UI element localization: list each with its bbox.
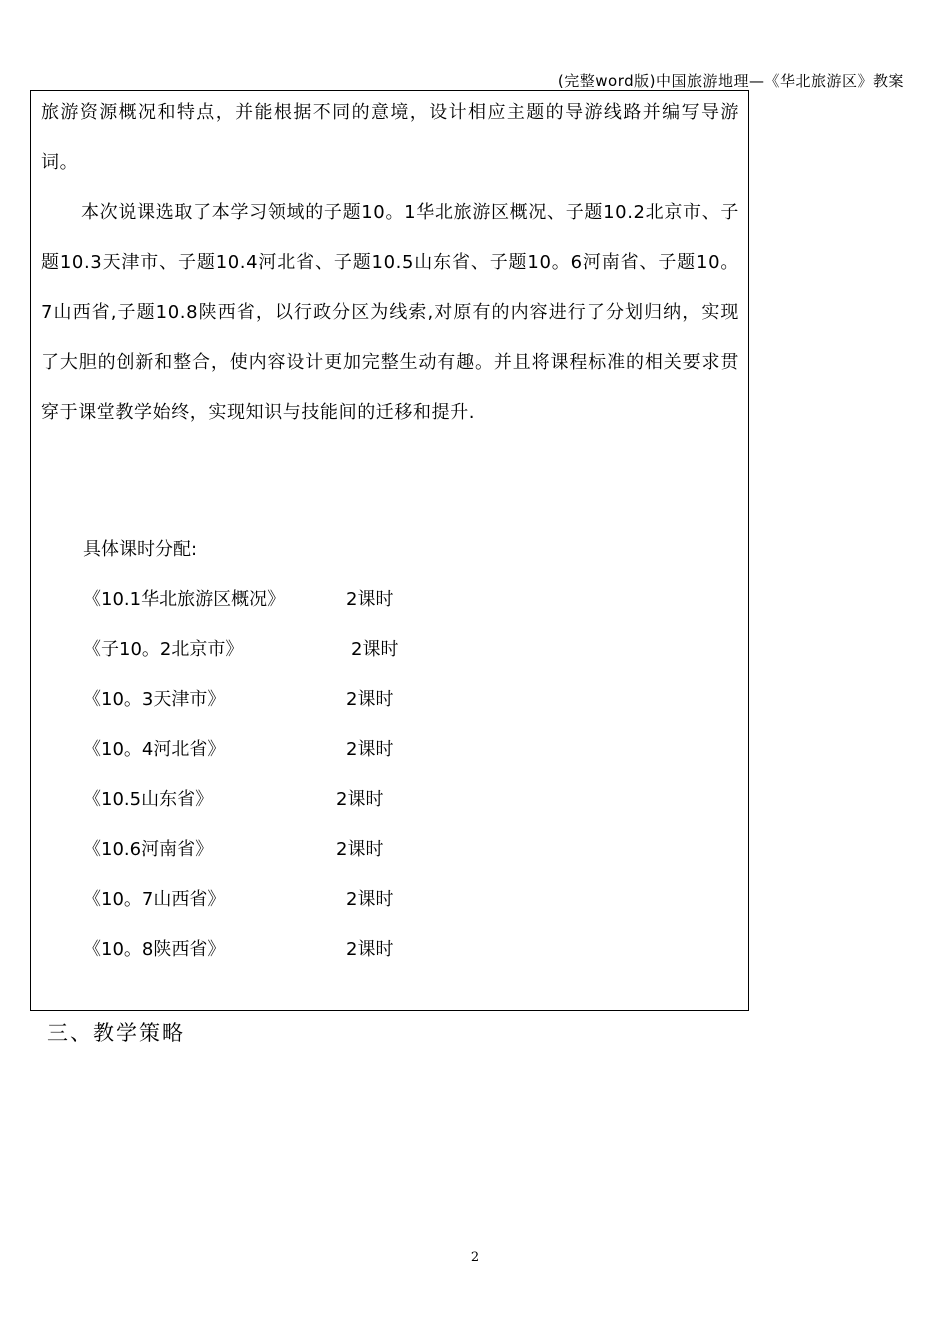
- allocation-topic: 《10。7山西省》: [83, 889, 226, 910]
- allocation-topic: 《10.1华北旅游区概况》: [83, 589, 286, 610]
- body-paragraph-2: 本次说课选取了本学习领域的子题10。1华北旅游区概况、子题10.2北京市、子题10.3天津市、子题10.4河北省、子题10.5山东省、子题10。6河南省、子题10。7山西省,子题10.8陕西省，以行政分区为线索,对原有的内容进行了分划归纳，实现了大胆的创新和整合，使内容设计更加完整生动有趣。并且将课程标准的相关要求贯穿于课堂教学始终，实现知识与技能间的迁移和提升.: [41, 202, 739, 423]
- running-header: (完整word版)中国旅游地理—《华北旅游区》教案: [557, 72, 904, 90]
- allocation-topic: 《子10。2北京市》: [83, 639, 244, 660]
- allocation-hours: 2课时: [346, 689, 394, 710]
- allocation-hours: 2课时: [336, 839, 384, 860]
- allocation-title: 具体课时分配:: [83, 539, 198, 560]
- allocation-hours: 2课时: [336, 789, 384, 810]
- allocation-topic: 《10.6河南省》: [83, 839, 214, 860]
- content-table-cell: [30, 90, 749, 1011]
- allocation-topic: 《10.5山东省》: [83, 789, 214, 810]
- allocation-hours: 2课时: [351, 639, 399, 660]
- allocation-hours: 2课时: [346, 589, 394, 610]
- allocation-hours: 2课时: [346, 939, 394, 960]
- body-paragraph-1: 旅游资源概况和特点，并能根据不同的意境，设计相应主题的导游线路并编写导游词。: [41, 102, 739, 173]
- allocation-topic: 《10。3天津市》: [83, 689, 226, 710]
- allocation-hours: 2课时: [346, 889, 394, 910]
- allocation-topic: 《10。4河北省》: [83, 739, 226, 760]
- allocation-hours: 2课时: [346, 739, 394, 760]
- allocation-topic: 《10。8陕西省》: [83, 939, 226, 960]
- page-number: 2: [470, 1250, 480, 1265]
- section-heading: 三、教学策略: [47, 1021, 185, 1045]
